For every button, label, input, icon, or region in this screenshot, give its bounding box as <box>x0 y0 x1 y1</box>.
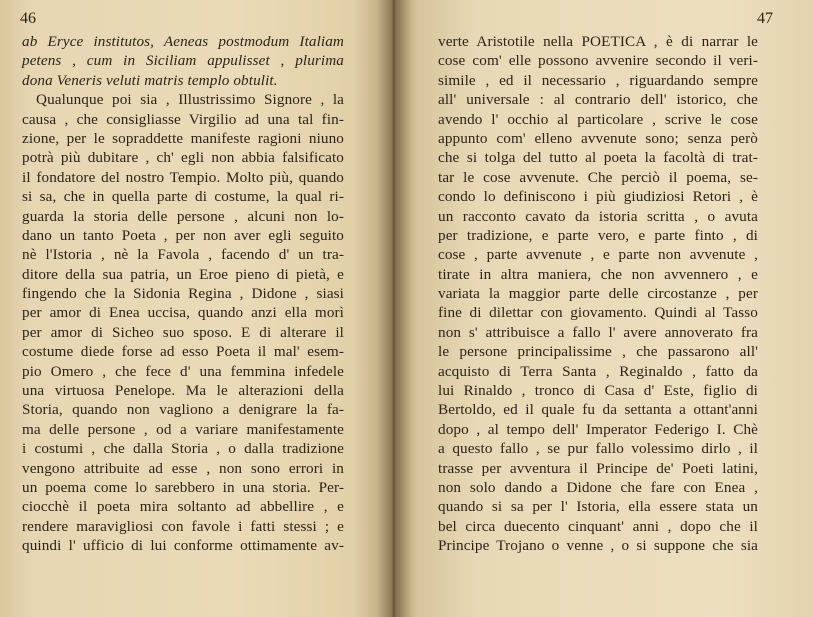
text-line: le persone principalissime , che passarono all' <box>438 343 758 361</box>
text-line: ab Eryce institutos, Aeneas postmodum Italiam <box>22 33 344 50</box>
text-line: Bertoldo, ed il quale fu da settanta a ottant'anni <box>438 401 758 419</box>
text-line: vengono attribuite ad esse , non sono errori in <box>22 459 344 477</box>
text-line: tirate in altra maniera, che non avvennero , e <box>438 265 758 283</box>
text-line: i costumi , che dalla Storia , o dalla tradizione <box>22 440 344 458</box>
left-page <box>0 0 392 617</box>
text-line: a questo fallo , se pur fallo volessimo dirlo , il <box>438 440 758 458</box>
text-line: costume diede forse ad esso Poeta il mal' esem- <box>22 343 344 361</box>
text-line: non solo dando a Didone che fare con Enea , <box>438 478 758 496</box>
text-line: all' universale : al contrario dell' istorico, che <box>438 91 758 109</box>
page-number-left: 46 <box>20 10 36 27</box>
text-line: bel circa duecento cinquant' anni , dopo che il <box>438 517 758 535</box>
text-line: avendo l' occhio al particolare , scrive le cose <box>438 110 758 128</box>
text-line: dona Veneris veluti matris templo obtulit. <box>22 71 278 89</box>
text-line: Storia, quando non vagliono a denigrare la fa- <box>22 401 344 419</box>
text-line: non s' attribuisce a fallo l' avere annoverato fra <box>438 323 758 341</box>
text-line: lui Rinaldo , tronco di Casa d' Este, figlio di <box>438 382 758 400</box>
text-line: dopo , al tempo dell' Imperator Federigo I. Chè <box>438 420 758 438</box>
text-line: Principe Trojano o venne , o si suppone che sia <box>438 537 758 555</box>
text-line: che si tolga del tutto al poeta la facoltà di trat- <box>438 149 758 167</box>
text-line: cose com' elle possono avvenire secondo il veri- <box>438 52 758 70</box>
text-line: una virtuosa Penelope. Ma le alterazioni della <box>22 382 344 400</box>
text-line: appunto com' elleno avvenute sono; senza però <box>438 129 758 147</box>
text-line: nè l'Istoria , nè la Favola , facendo d' un tra- <box>22 246 344 264</box>
text-line: quando si sa per l' Istoria, ella essere stata un <box>438 498 758 516</box>
text-line: variata la maggior parte delle circostanze , per <box>438 285 758 303</box>
text-line: dano un tanto Poeta , per non aver egli seguito <box>22 226 344 244</box>
text-line: quindi l' ufficio di lui conforme ottimamente av- <box>22 537 344 555</box>
text-line: tar le cose avvenute. Che perciò il poema, se- <box>438 168 758 186</box>
text-line: simile , ed il necessario , riguardando sempre <box>438 71 758 89</box>
text-line: il fondatore del nostro Tempio. Molto più, quando <box>22 168 344 186</box>
page-number-right: 47 <box>757 10 773 27</box>
text-line: pio Omero , che fece d' una femmina infedele <box>22 362 344 380</box>
text-line: causa , che consigliasse Virgilio ad una tal fin- <box>22 110 344 128</box>
text-line: un poema come lo sarebbero in una storia. Per- <box>22 478 344 496</box>
text-line: potrà più dubitare , ch' egli non abbia falsificato <box>22 149 344 167</box>
right-page <box>392 0 813 617</box>
text-line: trasse per avventura il Principe de' Poeti latini, <box>438 459 758 477</box>
text-line: cose , parte avvenute , e parte non avvenute , <box>438 246 758 264</box>
text-line: ma delle persone , od a variare manifestamente <box>22 420 344 438</box>
text-line: Qualunque poi sia , Illustrissimo Signore , la <box>36 91 344 109</box>
text-line: un racconto cavato da istoria scritta , o avuta <box>438 207 758 225</box>
text-line: fine di dilettar con giovamento. Quindi al Tasso <box>438 304 758 322</box>
text-line: zione, per le sopraddette manifeste ragioni niuno <box>22 129 344 147</box>
text-line: acquisto di Terra Santa , Reginaldo , fatto da <box>438 362 758 380</box>
text-line: guarda la storia delle persone , alcuni non lo- <box>22 207 344 225</box>
right-page-text <box>438 32 758 556</box>
text-line: per tradizione, e parte vero, e parte finto , di <box>438 226 758 244</box>
left-page-text <box>22 32 344 556</box>
text-line: condo lo definiscono i più giudiziosi Retori , è <box>438 188 758 206</box>
text-line: per amor di Enea uccisa, quando anzi ella morì <box>22 304 344 322</box>
text-line: petens , cum in Siciliam appulisset , plurima <box>22 52 344 70</box>
text-line: rendere maravigliosi con favole i fatti stessi ; e <box>22 517 344 535</box>
text-line: ciocchè il poeta mira soltanto ad abbellire , e <box>22 498 344 516</box>
text-line: si sa, che in quella parte di costume, la qual ri- <box>22 188 344 206</box>
text-line: ditore della sua patria, un Eroe pieno di pietà, e <box>22 265 344 283</box>
text-line: verte Aristotile nella POETICA , è di narrar le <box>438 33 758 50</box>
text-line: per amor di Sicheo suo sposo. E di alterare il <box>22 323 344 341</box>
text-line: fingendo che la Sidonia Regina , Didone , siasi <box>22 285 344 303</box>
